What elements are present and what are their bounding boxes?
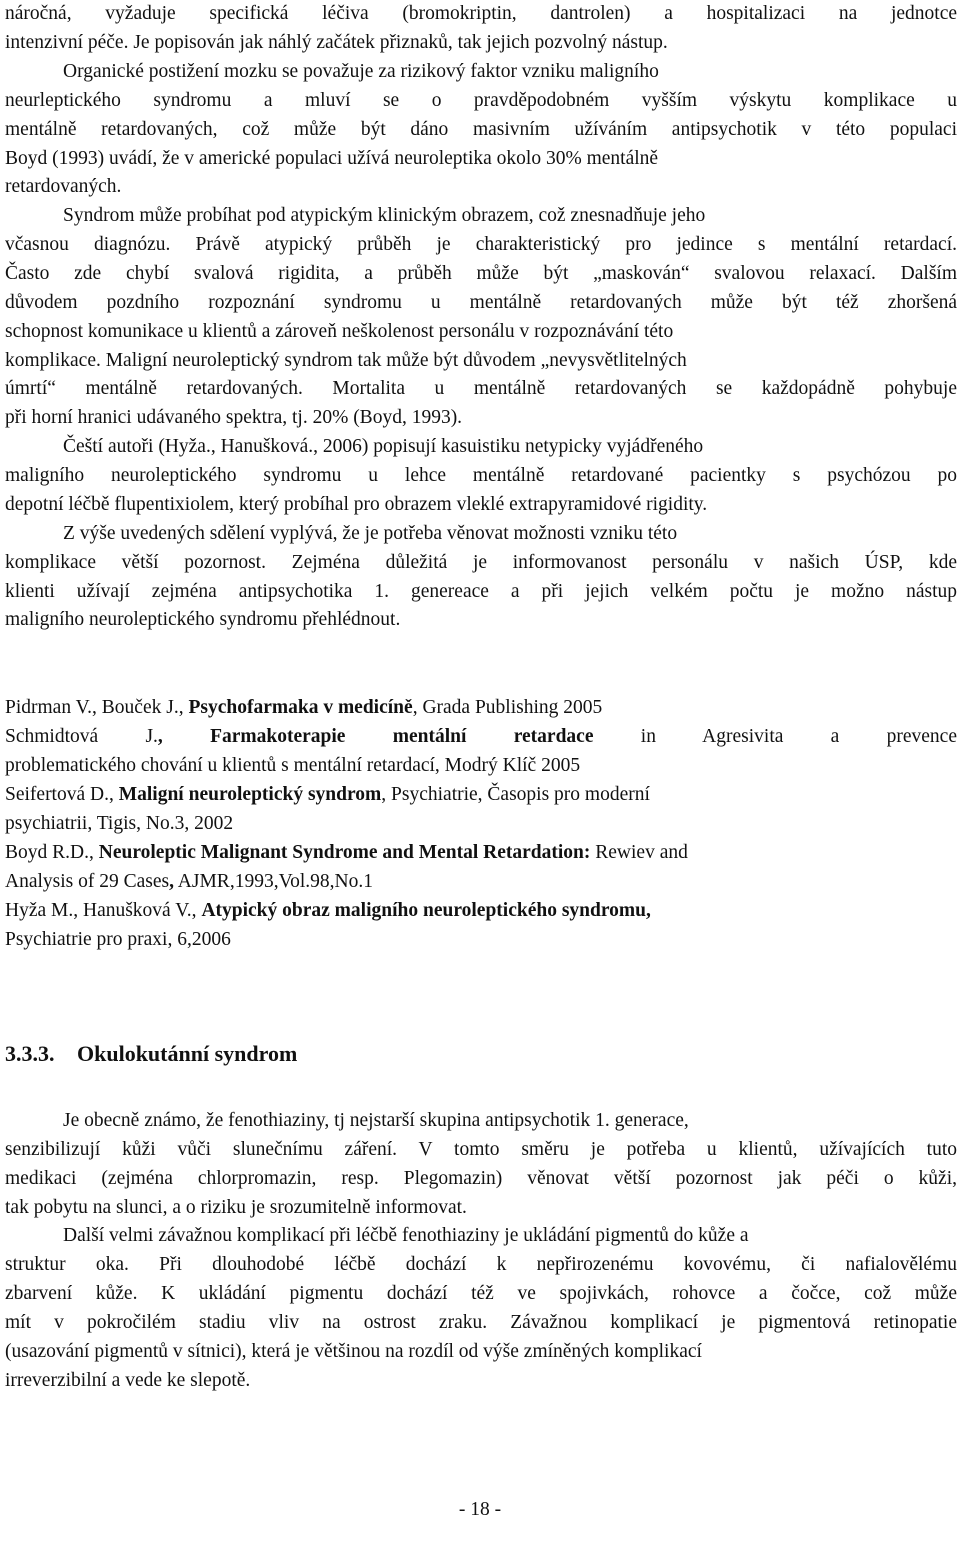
paragraph-line: komplikace. Maligní neuroleptický syndrom tak může být důvodem „nevysvětlitelných (5, 350, 687, 371)
reference-item: Boyd R.D., Neuroleptic Malignant Syndrome and Mental Retardation: Rewiev and (5, 842, 688, 863)
paragraph-line: Čeští autoři (Hyža., Hanušková., 2006) popisují kasuistiku netypicky vyjádřeného (63, 436, 704, 457)
reference-line: psychiatrii, Tigis, No.3, 2002 (5, 813, 234, 834)
paragraph-line: mentálně retardovaných, což může být dáno masivním užíváním antipsychotik v této populaci (5, 119, 957, 140)
paragraph-line: Další velmi závažnou komplikací při léčbě fenothiaziny je ukládání pigmentů do kůže a (63, 1225, 749, 1246)
paragraph-line: Boyd (1993) uvádí, že v americké populaci užívá neuroleptika okolo 30% mentálně (5, 148, 659, 169)
paragraph-line: náročná, vyžaduje specifická léčiva (bromokriptin, dantrolen) a hospitalizaci na jednotce (5, 3, 957, 24)
paragraph-line: schopnost komunikace u klientů a zároveň neškolenost personálu v rozpoznávání této (5, 321, 674, 342)
reference-title: Psychofarmaka v medicíně (188, 697, 413, 718)
paragraph-line: senzibilizují kůži vůči slunečnímu záření. V tomto směru je potřeba u klientů, užívajících tuto (5, 1139, 957, 1160)
paragraph-line: včasnou diagnózu. Právě atypický průběh je charakteristický pro jedince s mentální retardací. (5, 234, 957, 255)
paragraph-line: irreverzibilní a vede ke slepotě. (5, 1370, 251, 1391)
paragraph-line: maligního neuroleptického syndromu přehlédnout. (5, 609, 401, 630)
paragraph-line: komplikace větší pozornost. Zejména důležitá je informovanost personálu v našich ÚSP, kde (5, 552, 957, 573)
paragraph-line: medikaci (zejména chlorpromazin, resp. Plegomazin) věnovat větší pozornost jak péči o kůži, (5, 1168, 957, 1189)
paragraph-line: důvodem pozdního rozpoznání syndromu u mentálně retardovaných může být též zhoršená (5, 292, 957, 313)
reference-title: Neuroleptic Malignant Syndrome and Mental Retardation: (98, 842, 591, 863)
section-title: Okulokutánní syndrom (77, 1041, 298, 1066)
page-number: - 18 - (458, 1499, 502, 1520)
paragraph-line: zbarvení kůže. K ukládání pigmentu dochází též ve spojivkách, rohovce a čočce, což může (5, 1283, 957, 1304)
paragraph-line: Syndrom může probíhat pod atypickým klinickým obrazem, což znesnadňuje jeho (63, 205, 706, 226)
paragraph-line: retardovaných. (5, 176, 122, 197)
reference-item: Schmidtová J., Farmakoterapie mentální retardace in Agresivita a prevence (5, 726, 957, 747)
reference-line: Analysis of 29 Cases, AJMR,1993,Vol.98,No.1 (5, 871, 374, 892)
reference-line: problematického chování u klientů s mentální retardací, Modrý Klíč 2005 (5, 755, 581, 776)
paragraph-line: Organické postižení mozku se považuje za rizikový faktor vzniku maligního (63, 61, 659, 82)
section-number: 3.3.3. (5, 1041, 55, 1066)
paragraph-line: Je obecně známo, že fenothiaziny, tj nejstarší skupina antipsychotik 1. generace, (63, 1110, 689, 1131)
reference-item: Hyža M., Hanušková V., Atypický obraz maligního neuroleptického syndromu, (5, 900, 651, 921)
reference-title: Atypický obraz maligního neuroleptického syndromu, (201, 900, 651, 921)
paragraph-line: neurleptického syndromu a mluví se o pravděpodobném vyšším výskytu komplikace u (5, 90, 957, 111)
paragraph-line: při horní hranici udávaného spektra, tj. 20% (Boyd, 1993). (5, 407, 463, 428)
reference-title: Maligní neuroleptický syndrom (118, 784, 382, 805)
paragraph-line: intenzivní péče. Je popisován jak náhlý začátek přiznaků, tak jejich pozvolný nástup. (5, 32, 668, 53)
paragraph-line: depotní léčbě flupentixiolem, který probíhal pro obrazem vleklé extrapyramidové rigidity. (5, 494, 708, 515)
reference-item: Seifertová D., Maligní neuroleptický syndrom, Psychiatrie, Časopis pro moderní (5, 784, 650, 805)
paragraph-line: maligního neuroleptického syndromu u lehce mentálně retardované pacientky s psychózou po (5, 465, 957, 486)
paragraph-line: úmrtí“ mentálně retardovaných. Mortalita u mentálně retardovaných se každopádně pohybuje (5, 378, 957, 399)
paragraph-line: Často zde chybí svalová rigidita, a průběh může být „maskován“ svalovou relaxací. Dalším (5, 263, 957, 284)
paragraph-line: Z výše uvedených sdělení vyplývá, že je potřeba věnovat možnosti vzniku této (63, 523, 678, 544)
paragraph-line: tak pobytu na slunci, a o riziku je srozumitelně informovat. (5, 1197, 467, 1218)
paragraph-line: struktur oka. Při dlouhodobé léčbě dochází k nepřirozenému kovovému, či nafialovělému (5, 1254, 957, 1275)
paragraph-line: (usazování pigmentů v sítnici), která je většinou na rozdíl od výše zmíněných komplikací (5, 1341, 702, 1362)
reference-title: , Farmakoterapie mentální retardace (157, 726, 594, 747)
section-heading (5, 1040, 297, 1069)
reference-item: Pidrman V., Bouček J., Psychofarmaka v medicíně, Grada Publishing 2005 (5, 697, 603, 718)
paragraph-line: mít v pokročilém stadiu vliv na ostrost zraku. Závažnou komplikací je pigmentová retinopatie (5, 1312, 957, 1333)
paragraph-line: klienti užívají zejména antipsychotika 1. genereace a při jejich velkém počtu je možno nástup (5, 581, 957, 602)
reference-line: Psychiatrie pro praxi, 6,2006 (5, 929, 231, 950)
